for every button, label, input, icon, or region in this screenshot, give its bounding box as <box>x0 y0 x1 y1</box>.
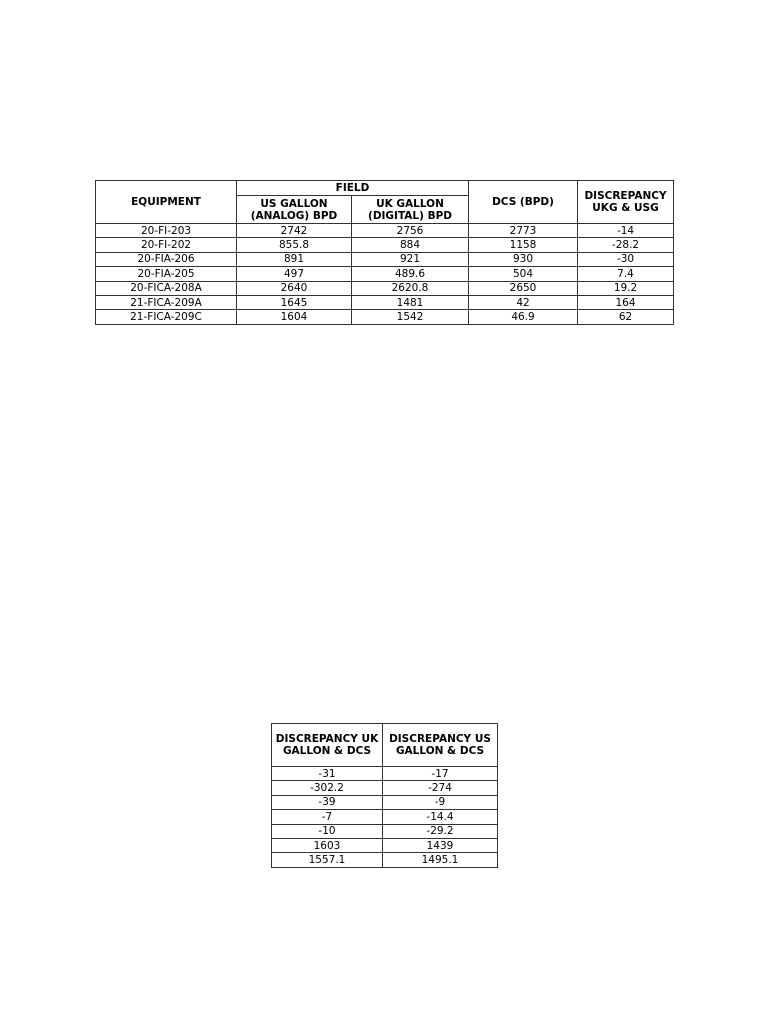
cell-equipment: 21-FICA-209C <box>96 310 237 324</box>
header-us-dcs-line1: DISCREPANCY US <box>389 733 491 745</box>
header-field: FIELD <box>237 181 469 196</box>
header-discrepancy-line1: DISCREPANCY <box>584 190 667 202</box>
header-discrepancy-line2: UKG & USG <box>592 202 659 214</box>
header-dcs: DCS (BPD) <box>469 181 578 224</box>
cell-uk-dcs: 1603 <box>272 838 383 852</box>
header-uk-dcs-line1: DISCREPANCY UK <box>275 733 379 745</box>
table-row <box>272 781 498 795</box>
cell-discrepancy: -14 <box>578 224 674 238</box>
table-row <box>272 853 498 867</box>
header-discrepancy-us-dcs <box>383 724 498 767</box>
cell-uk-gallon: 1481 <box>352 295 469 309</box>
cell-uk-gallon: 884 <box>352 238 469 252</box>
cell-us-gallon: 891 <box>237 252 352 266</box>
table-row <box>272 810 498 824</box>
cell-equipment: 21-FICA-209A <box>96 295 237 309</box>
cell-equipment: 20-FICA-208A <box>96 281 237 295</box>
header-discrepancy-ukg-usg <box>578 181 674 224</box>
header-discrepancy-uk-dcs <box>272 724 383 767</box>
header-uk-dcs-line2: GALLON & DCS <box>282 745 372 757</box>
table-row <box>272 824 498 838</box>
cell-discrepancy: 19.2 <box>578 281 674 295</box>
table-row <box>272 767 498 781</box>
cell-uk-gallon: 2620.8 <box>352 281 469 295</box>
table-row <box>96 310 674 324</box>
cell-uk-gallon: 1542 <box>352 310 469 324</box>
header-equipment: EQUIPMENT <box>96 181 237 224</box>
cell-uk-dcs: -10 <box>272 824 383 838</box>
cell-discrepancy: -28.2 <box>578 238 674 252</box>
cell-uk-dcs: 1557.1 <box>272 853 383 867</box>
cell-us-dcs: -14.4 <box>383 810 498 824</box>
table-row <box>272 838 498 852</box>
cell-us-dcs: -9 <box>383 795 498 809</box>
cell-us-gallon: 497 <box>237 267 352 281</box>
table-row <box>96 238 674 252</box>
header-us-gallon-line1: US GALLON <box>260 197 328 210</box>
discrepancy-dcs-table <box>271 723 498 868</box>
cell-discrepancy: 62 <box>578 310 674 324</box>
cell-uk-gallon: 489.6 <box>352 267 469 281</box>
cell-dcs: 2773 <box>469 224 578 238</box>
cell-equipment: 20-FI-202 <box>96 238 237 252</box>
header-us-gallon <box>237 196 352 224</box>
cell-us-dcs: -29.2 <box>383 824 498 838</box>
cell-dcs: 504 <box>469 267 578 281</box>
cell-dcs: 1158 <box>469 238 578 252</box>
header-uk-gallon-line1: UK GALLON <box>376 197 444 210</box>
cell-us-gallon: 1645 <box>237 295 352 309</box>
cell-us-gallon: 1604 <box>237 310 352 324</box>
cell-dcs: 930 <box>469 252 578 266</box>
table-row <box>96 267 674 281</box>
table-row <box>272 795 498 809</box>
cell-equipment: 20-FIA-205 <box>96 267 237 281</box>
header-us-gallon-line2: (ANALOG) BPD <box>250 209 338 222</box>
cell-equipment: 20-FI-203 <box>96 224 237 238</box>
cell-uk-dcs: -39 <box>272 795 383 809</box>
table-row <box>96 295 674 309</box>
table-row <box>96 224 674 238</box>
cell-us-dcs: 1439 <box>383 838 498 852</box>
table-row <box>96 281 674 295</box>
cell-uk-gallon: 2756 <box>352 224 469 238</box>
cell-uk-dcs: -31 <box>272 767 383 781</box>
header-uk-gallon <box>352 196 469 224</box>
cell-us-dcs: 1495.1 <box>383 853 498 867</box>
header-us-dcs-line2: GALLON & DCS <box>395 745 485 757</box>
cell-us-gallon: 2742 <box>237 224 352 238</box>
table-row <box>96 252 674 266</box>
cell-discrepancy: 7.4 <box>578 267 674 281</box>
cell-us-dcs: -274 <box>383 781 498 795</box>
cell-dcs: 46.9 <box>469 310 578 324</box>
cell-discrepancy: -30 <box>578 252 674 266</box>
cell-uk-dcs: -7 <box>272 810 383 824</box>
header-uk-gallon-line2: (DIGITAL) BPD <box>368 209 452 222</box>
cell-uk-dcs: -302.2 <box>272 781 383 795</box>
cell-us-gallon: 855.8 <box>237 238 352 252</box>
cell-us-gallon: 2640 <box>237 281 352 295</box>
cell-us-dcs: -17 <box>383 767 498 781</box>
cell-discrepancy: 164 <box>578 295 674 309</box>
cell-dcs: 42 <box>469 295 578 309</box>
cell-uk-gallon: 921 <box>352 252 469 266</box>
cell-equipment: 20-FIA-206 <box>96 252 237 266</box>
flow-comparison-table <box>95 180 674 325</box>
cell-dcs: 2650 <box>469 281 578 295</box>
